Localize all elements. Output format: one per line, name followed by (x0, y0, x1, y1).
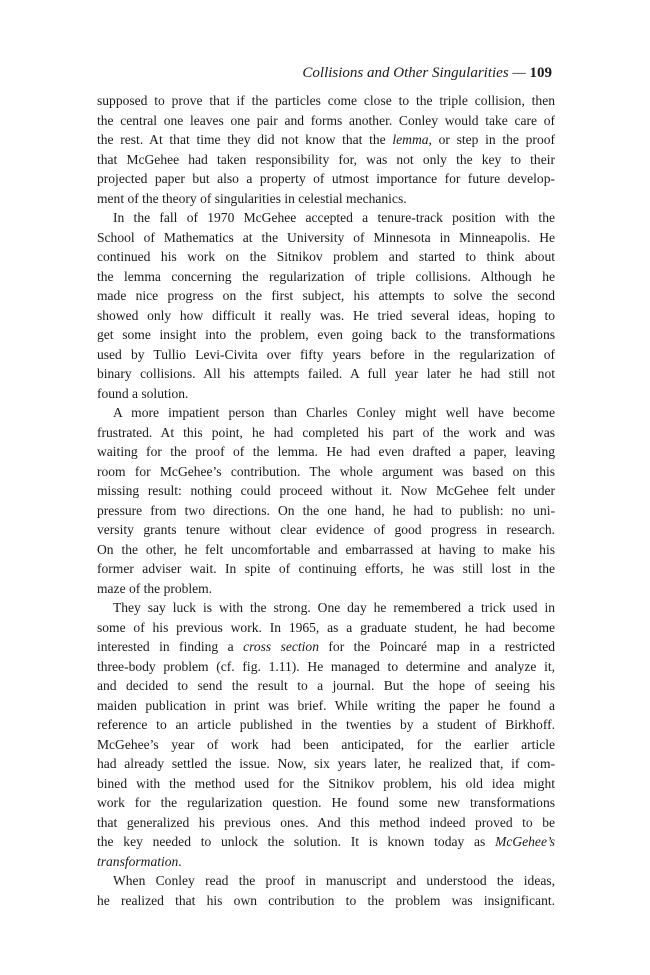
text-line: made nice progress on the first subject, his attempts to solve the second (97, 288, 555, 303)
text-run: the key needed to unlock the solution. It is known today as (97, 834, 496, 849)
text-line: pressure from two directions. On the one hand, he had to publish: no uni- (97, 502, 555, 518)
emphasized-term: McGehee’s (495, 834, 555, 849)
page-number: 109 (529, 65, 552, 81)
text-run: the rest. At that time they did not know that the (97, 132, 393, 147)
text-line: former adviser wait. In spite of continuing efforts, he was still lost in the (97, 561, 555, 576)
text-line: School of Mathematics at the University of Minnesota in Minneapolis. He (97, 229, 555, 245)
text-line: found a solution. (97, 385, 189, 401)
text-line (97, 637, 555, 657)
text-line: supposed to prove that if the particles come close to the triple collision, then (97, 93, 555, 108)
text-line: waiting for the proof of the lemma. He had even drafted a paper, leaving (97, 444, 555, 459)
text-run: . (178, 853, 182, 869)
text-line: frustrated. At this point, he had completed his part of the work and was (97, 424, 555, 440)
text-run: , or step in the proof (428, 132, 555, 147)
text-line: he realized that his own contribution to the problem was insignificant. (97, 892, 555, 908)
text-line: binary collisions. All his attempts failed. A full year later he had still not (97, 366, 555, 381)
text-line: showed only how difficult it really was. He tried several ideas, hoping to (97, 307, 555, 323)
text-line: ment of the theory of singularities in celestial mechanics. (97, 190, 407, 206)
text-line: versity grants tenure without clear evidence of good progress in research. (97, 522, 555, 537)
text-line (97, 130, 555, 150)
text-run: for the Poincaré map in a restricted (318, 639, 556, 654)
text-line: continued his work on the Sitnikov problem and started to think about (97, 249, 555, 264)
text-line: maiden publication in print was brief. While writing the paper he found a (97, 697, 555, 713)
text-line: They say luck is with the strong. One day he remembered a trick used in (113, 600, 555, 615)
text-line: the central one leaves one pair and forms another. Conley would take care of (97, 112, 555, 128)
text-line: that McGehee had taken responsibility for, was not only the key to their (97, 151, 555, 167)
emphasized-term: transformation (97, 853, 179, 869)
text-line: missing result: nothing could proceed without it. Now McGehee felt under (97, 483, 555, 498)
emphasized-term: cross section (243, 639, 319, 654)
text-line: work for the regularization question. He found some new transformations (97, 795, 555, 810)
text-line: some of his previous work. In 1965, as a graduate student, he had become (97, 619, 555, 635)
running-head (302, 63, 552, 83)
text-line: and decided to send the result to a journal. But the hope of seeing his (97, 678, 555, 693)
text-line: reference to an article published in the twenties by a student of Birkhoff. (97, 717, 555, 732)
text-line: used by Tullio Levi-Civita over fifty years before in the regularization of (97, 346, 555, 362)
text-run: interested in finding a (97, 639, 244, 654)
text-line: get some insight into the problem, even going back to the transformations (97, 327, 555, 342)
text-line: In the fall of 1970 McGehee accepted a tenure-track position with the (113, 210, 555, 225)
emphasized-term: lemma (392, 132, 429, 147)
text-line: room for McGehee’s contribution. The whole argument was based on this (97, 463, 555, 479)
body-text (97, 91, 555, 910)
text-line (97, 852, 555, 872)
text-line: McGehee’s year of work had been anticipated, for the earlier article (97, 736, 555, 752)
running-title: Collisions and Other Singularities — (302, 65, 526, 81)
text-line: the lemma concerning the regularization of triple collisions. Although he (97, 268, 555, 284)
text-line (97, 832, 555, 852)
text-line: projected paper but also a property of utmost importance for future develop- (97, 171, 555, 186)
text-line: had already settled the issue. Now, six years later, he realized that, if com- (97, 756, 555, 771)
text-line: maze of the problem. (97, 580, 213, 596)
text-line: that generalized his previous ones. And this method indeed proved to be (97, 814, 555, 830)
text-line: three-body problem (cf. fig. 1.11). He managed to determine and analyze it, (97, 658, 555, 674)
text-line: When Conley read the proof in manuscript and understood the ideas, (113, 873, 555, 888)
text-line: On the other, he felt uncomfortable and embarrassed at having to make his (97, 541, 555, 557)
text-line: A more impatient person than Charles Conley might well have become (113, 405, 555, 420)
text-line: bined with the method used for the Sitnikov problem, his old idea might (97, 775, 555, 791)
